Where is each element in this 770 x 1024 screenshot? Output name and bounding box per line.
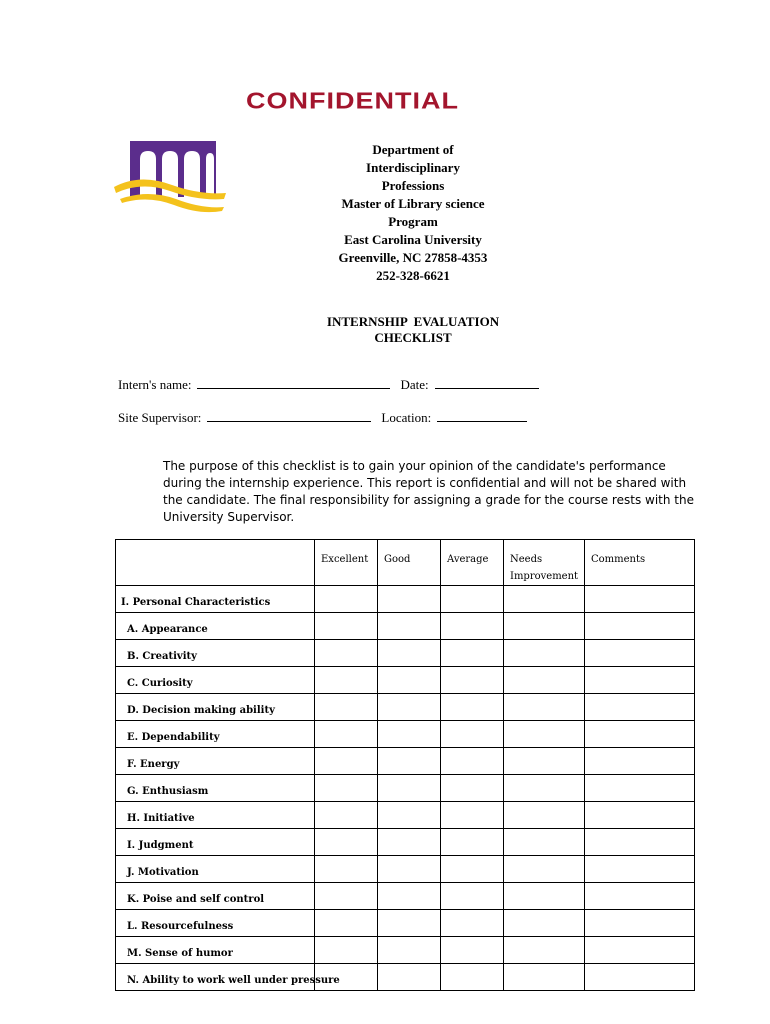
rating-cell-needs-improvement[interactable]	[504, 964, 585, 991]
rating-cell-needs-improvement[interactable]	[504, 856, 585, 883]
rating-cell-comments[interactable]	[585, 775, 695, 802]
criterion-label: A. Appearance	[116, 613, 315, 640]
criterion-label: M. Sense of humor	[116, 937, 315, 964]
rating-cell-excellent[interactable]	[315, 613, 378, 640]
rating-cell-needs-improvement[interactable]	[504, 694, 585, 721]
rating-cell-needs-improvement[interactable]	[504, 748, 585, 775]
rating-cell-excellent[interactable]	[315, 910, 378, 937]
table-row	[116, 586, 695, 613]
rating-cell-comments[interactable]	[585, 964, 695, 991]
rating-cell-excellent[interactable]	[315, 856, 378, 883]
rating-cell-average[interactable]	[441, 694, 504, 721]
rating-cell-excellent[interactable]	[315, 775, 378, 802]
column-header-comments: Comments	[585, 540, 695, 586]
rating-cell-comments[interactable]	[585, 721, 695, 748]
column-header-excellent: Excellent	[315, 540, 378, 586]
criterion-label: N. Ability to work well under pressure	[116, 964, 315, 991]
intern-name-field[interactable]	[197, 376, 390, 389]
rating-cell-good[interactable]	[378, 910, 441, 937]
rating-cell-comments[interactable]	[585, 748, 695, 775]
rating-cell-needs-improvement[interactable]	[504, 640, 585, 667]
rating-cell-comments[interactable]	[585, 802, 695, 829]
criterion-label: E. Dependability	[116, 721, 315, 748]
rating-cell-comments[interactable]	[585, 586, 695, 613]
rating-cell-average[interactable]	[441, 829, 504, 856]
location-label: Location:	[381, 410, 432, 425]
department-line: Professions	[381, 178, 445, 193]
rating-cell-comments[interactable]	[585, 937, 695, 964]
date-field[interactable]	[435, 376, 539, 389]
rating-cell-good[interactable]	[378, 613, 441, 640]
table-row	[116, 802, 695, 829]
criterion-label: K. Poise and self control	[116, 883, 315, 910]
rating-cell-average[interactable]	[441, 883, 504, 910]
department-line: Master of Library science	[341, 196, 485, 211]
site-supervisor-field[interactable]	[207, 409, 371, 422]
rating-cell-good[interactable]	[378, 802, 441, 829]
department-line: 252-328-6621	[376, 268, 450, 283]
title-line: CHECKLIST	[374, 330, 452, 345]
department-line: Greenville, NC 27858-4353	[338, 250, 488, 265]
rating-cell-needs-improvement[interactable]	[504, 883, 585, 910]
rating-cell-good[interactable]	[378, 775, 441, 802]
intern-name-label: Intern's name:	[118, 377, 192, 392]
rating-cell-average[interactable]	[441, 964, 504, 991]
table-row	[116, 937, 695, 964]
rating-cell-excellent[interactable]	[315, 667, 378, 694]
rating-cell-average[interactable]	[441, 748, 504, 775]
rating-cell-needs-improvement[interactable]	[504, 586, 585, 613]
department-address-block	[300, 141, 526, 285]
rating-cell-average[interactable]	[441, 910, 504, 937]
rating-cell-good[interactable]	[378, 586, 441, 613]
department-line: East Carolina University	[344, 232, 482, 247]
rating-cell-comments[interactable]	[585, 883, 695, 910]
rating-cell-average[interactable]	[441, 640, 504, 667]
rating-cell-excellent[interactable]	[315, 748, 378, 775]
column-header-good: Good	[378, 540, 441, 586]
criterion-label: H. Initiative	[116, 802, 315, 829]
rating-cell-excellent[interactable]	[315, 640, 378, 667]
table-row	[116, 613, 695, 640]
rating-cell-needs-improvement[interactable]	[504, 613, 585, 640]
rating-cell-excellent[interactable]	[315, 721, 378, 748]
table-row	[116, 910, 695, 937]
rating-cell-good[interactable]	[378, 937, 441, 964]
rating-cell-average[interactable]	[441, 802, 504, 829]
rating-cell-needs-improvement[interactable]	[504, 829, 585, 856]
rating-cell-good[interactable]	[378, 883, 441, 910]
criterion-label: D. Decision making ability	[116, 694, 315, 721]
table-row	[116, 694, 695, 721]
criterion-label: I. Judgment	[116, 829, 315, 856]
rating-cell-good[interactable]	[378, 640, 441, 667]
supervisor-location-row	[118, 409, 537, 426]
rating-cell-comments[interactable]	[585, 613, 695, 640]
table-row	[116, 721, 695, 748]
table-row	[116, 883, 695, 910]
evaluation-table	[115, 539, 695, 991]
rating-cell-comments[interactable]	[585, 694, 695, 721]
department-line: Interdisciplinary	[366, 160, 460, 175]
rating-cell-excellent[interactable]	[315, 694, 378, 721]
rating-cell-comments[interactable]	[585, 856, 695, 883]
criterion-label: L. Resourcefulness	[116, 910, 315, 937]
rating-cell-average[interactable]	[441, 667, 504, 694]
rating-cell-excellent[interactable]	[315, 883, 378, 910]
header-blank-cell	[116, 540, 315, 586]
rating-cell-average[interactable]	[441, 856, 504, 883]
table-row	[116, 775, 695, 802]
table-row	[116, 748, 695, 775]
rating-cell-comments[interactable]	[585, 640, 695, 667]
intern-date-row	[118, 376, 549, 393]
rating-cell-average[interactable]	[441, 586, 504, 613]
rating-cell-comments[interactable]	[585, 829, 695, 856]
rating-cell-excellent[interactable]	[315, 937, 378, 964]
rating-cell-good[interactable]	[378, 964, 441, 991]
table-row	[116, 829, 695, 856]
department-line: Department of	[372, 142, 454, 157]
rating-cell-needs-improvement[interactable]	[504, 667, 585, 694]
table-row	[116, 964, 695, 991]
table-row	[116, 640, 695, 667]
rating-cell-needs-improvement[interactable]	[504, 910, 585, 937]
confidential-stamp: CONFIDENTIAL	[246, 88, 459, 114]
rating-cell-needs-improvement[interactable]	[504, 937, 585, 964]
department-line: Program	[388, 214, 438, 229]
criterion-label: G. Enthusiasm	[116, 775, 315, 802]
location-field[interactable]	[437, 409, 527, 422]
rating-cell-average[interactable]	[441, 937, 504, 964]
rating-cell-good[interactable]	[378, 829, 441, 856]
title-line: INTERNSHIP EVALUATION	[326, 314, 500, 329]
rating-cell-average[interactable]	[441, 775, 504, 802]
rating-cell-comments[interactable]	[585, 910, 695, 937]
rating-cell-average[interactable]	[441, 613, 504, 640]
criterion-label: C. Curiosity	[116, 667, 315, 694]
rating-cell-needs-improvement[interactable]	[504, 721, 585, 748]
university-logo	[110, 137, 228, 215]
rating-cell-needs-improvement[interactable]	[504, 802, 585, 829]
purpose-paragraph: The purpose of this checklist is to gain your opinion of the candidate's performance during the internship experience. This report is confidential and will not be shared with the candidate. The final responsibility for assigning a grade for the course rests with the University Supervisor.	[163, 459, 694, 524]
rating-cell-good[interactable]	[378, 748, 441, 775]
criterion-label: I. Personal Characteristics	[116, 586, 315, 613]
table-row	[116, 856, 695, 883]
criterion-label: J. Motivation	[116, 856, 315, 883]
table-header-row	[116, 540, 695, 586]
table-row	[116, 667, 695, 694]
rating-cell-excellent[interactable]	[315, 802, 378, 829]
criterion-label: B. Creativity	[116, 640, 315, 667]
rating-cell-average[interactable]	[441, 721, 504, 748]
date-label: Date:	[400, 377, 429, 392]
rating-cell-good[interactable]	[378, 694, 441, 721]
column-header-average: Average	[441, 540, 504, 586]
rating-cell-good[interactable]	[378, 721, 441, 748]
rating-cell-comments[interactable]	[585, 667, 695, 694]
site-supervisor-label: Site Supervisor:	[118, 410, 202, 425]
criterion-label: F. Energy	[116, 748, 315, 775]
rating-cell-needs-improvement[interactable]	[504, 775, 585, 802]
column-header-needs-improvement: Needs Improvement	[504, 540, 585, 586]
document-title	[300, 314, 526, 346]
rating-cell-excellent[interactable]	[315, 586, 378, 613]
rating-cell-excellent[interactable]	[315, 829, 378, 856]
rating-cell-good[interactable]	[378, 856, 441, 883]
rating-cell-good[interactable]	[378, 667, 441, 694]
